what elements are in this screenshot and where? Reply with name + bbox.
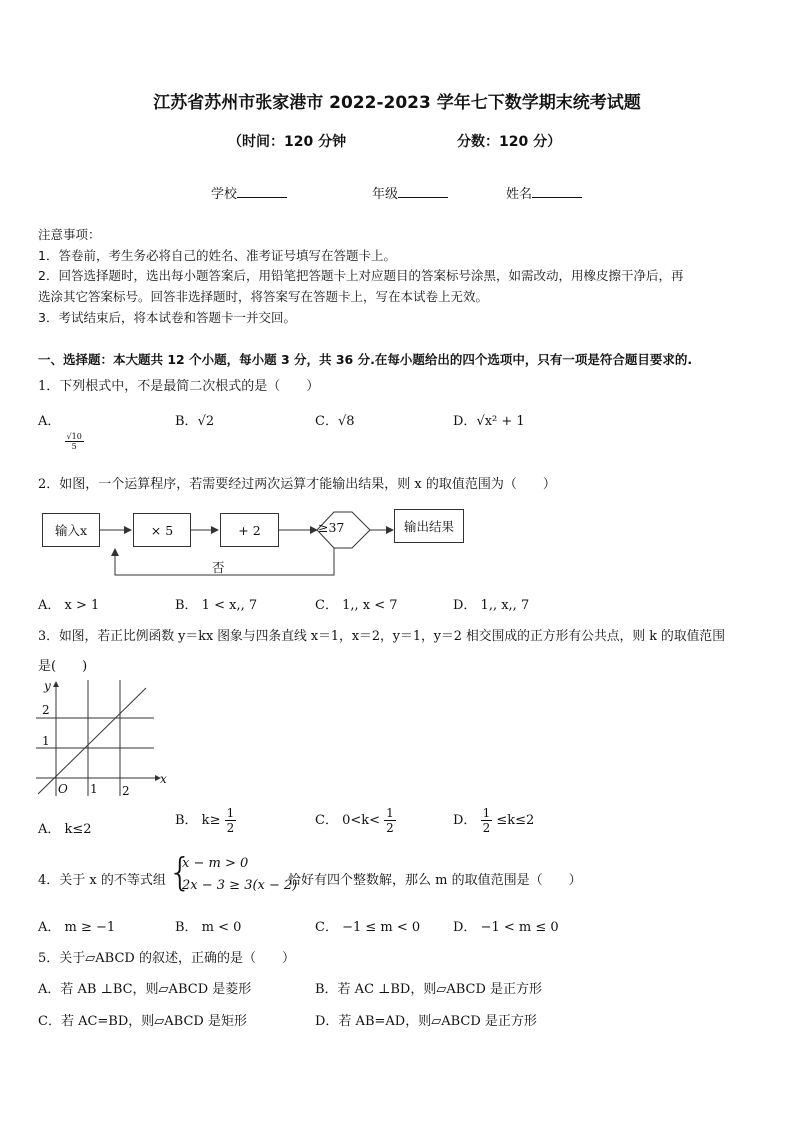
q3-option-d[interactable]: [453, 806, 534, 835]
section-heading: 一、选择题：本大题共 12 个小题，每小题 3 分，共 36 分.在每小题给出的四个选项中，只有一项是符合题目要求的.: [38, 352, 693, 367]
q1-b-label: B．: [175, 414, 198, 429]
q3-d-fraction: [481, 806, 493, 835]
page-title: 江苏省苏州市张家港市 2022-2023 学年七下数学期末统考试题: [153, 93, 641, 113]
q3-d-num: 1: [482, 806, 491, 820]
school-label: 学校: [211, 187, 238, 202]
q3-d-post: ≤k≤2: [496, 813, 535, 828]
q1-stem: 1．下列根式中，不是最简二次根式的是（ ）: [38, 379, 320, 394]
q4-brace: {: [168, 850, 193, 894]
q2-no-label: 否: [212, 560, 225, 575]
q3-x-label: x: [160, 772, 167, 786]
q1-option-b[interactable]: [175, 410, 214, 429]
school-field[interactable]: [211, 183, 287, 202]
q4-inequality-2: 2x − 3 ≥ 3(x − 2): [182, 878, 298, 893]
q1-d-value: √x² + 1: [476, 414, 525, 429]
q1-c-value: √8: [337, 414, 355, 429]
q3-d-label: D．: [453, 813, 481, 828]
q4-option-a[interactable]: A． m ≥ −1: [38, 920, 116, 935]
q3-b-fraction: [225, 806, 237, 835]
notice-item-1: 1．答卷前，考生务必将自己的姓名、准考证号填写在答题卡上。: [38, 248, 396, 263]
q5-option-b[interactable]: B．若 AC ⊥BD，则▱ABCD 是正方形: [315, 982, 543, 997]
q2-option-b[interactable]: B． 1 < x,, 7: [175, 598, 258, 613]
q1-d-label: D．: [453, 414, 477, 429]
q4-stem-post: 恰好有四个整数解，那么 m 的取值范围是（ ）: [288, 873, 582, 888]
q3-stem-cont: 是( ): [38, 659, 88, 674]
exam-time: （时间：120 分钟: [228, 134, 347, 150]
notice-item-3: 3．考试结束后，将本试卷和答题卡一并交回。: [38, 310, 296, 325]
grade-label: 年级: [372, 187, 399, 202]
q5-option-a[interactable]: A．若 AB ⊥BC，则▱ABCD 是菱形: [38, 982, 252, 997]
q2-option-a[interactable]: A． x > 1: [38, 598, 100, 613]
q3-stem: 3．如图，若正比例函数 y＝kx 图象与四条直线 x＝1，x＝2，y＝1，y＝2 相交围成的正方形有公共点，则 k 的取值范围: [38, 629, 726, 644]
q1-a-label: A．: [38, 414, 61, 429]
q5-option-c[interactable]: C．若 AC=BD，则▱ABCD 是矩形: [38, 1014, 247, 1029]
q4-stem-pre: 4．关于 x 的不等式组: [38, 873, 166, 888]
q3-b-den: 2: [226, 821, 235, 835]
q3-x2-label: 2: [122, 784, 130, 798]
notice-title: 注意事项：: [38, 227, 101, 242]
q3-origin-label: O: [58, 782, 68, 796]
q2-box-output: 输出结果: [394, 509, 464, 543]
name-field[interactable]: [506, 183, 582, 202]
grade-field[interactable]: [372, 183, 448, 202]
q3-c-num: 1: [386, 806, 394, 820]
q4-option-d[interactable]: D． −1 < m ≤ 0: [453, 920, 559, 935]
q3-x1-label: 1: [90, 782, 98, 796]
q3-y2-label: 2: [42, 703, 50, 717]
q1-a-den: 5: [71, 442, 77, 451]
name-label: 姓名: [506, 187, 533, 202]
q1-option-a[interactable]: [38, 410, 84, 451]
q1-a-num: √10: [66, 432, 82, 441]
q4-inequality-1: x − m > 0: [182, 856, 249, 871]
q3-option-b[interactable]: [175, 806, 236, 835]
q1-a-fraction: [65, 432, 84, 451]
q2-stem: 2．如图，一个运算程序，若需要经过两次运算才能输出结果，则 x 的取值范围为（ ）: [38, 477, 556, 492]
q2-option-d[interactable]: D． 1,, x,, 7: [453, 598, 530, 613]
q2-box-multiply: × 5: [133, 513, 191, 547]
q3-c-label: C． 0<k<: [315, 813, 381, 828]
q3-y-label: y: [44, 679, 51, 693]
q2-box-add: + 2: [220, 513, 279, 547]
q4-option-b[interactable]: B． m < 0: [175, 920, 242, 935]
q3-c-den: 2: [386, 821, 394, 835]
q3-graph: [36, 676, 176, 800]
q2-decision-label: ≥37: [318, 520, 345, 535]
notice-item-2-cont: 选涂其它答案标号。回答非选择题时，将答案写在答题卡上，写在本试卷上无效。: [38, 289, 489, 304]
q3-option-a[interactable]: A． k≤2: [38, 822, 92, 837]
q1-c-label: C．: [315, 414, 338, 429]
q3-b-label: B． k≥: [175, 813, 221, 828]
q2-box-input: 输入x: [42, 513, 100, 547]
q3-c-fraction: [384, 806, 396, 835]
q3-y1-label: 1: [42, 734, 50, 748]
q3-option-c[interactable]: [315, 806, 396, 835]
q1-option-d[interactable]: [453, 410, 525, 429]
exam-score: 分数：120 分）: [457, 134, 562, 150]
q3-b-num: 1: [226, 806, 235, 820]
notice-item-2: 2．回答选择题时，选出每小题答案后，用铅笔把答题卡上对应题目的答案标号涂黑，如需改动，用橡皮擦干净后，再: [38, 268, 684, 283]
q5-stem: 5．关于▱ABCD 的叙述，正确的是（ ）: [38, 951, 295, 966]
q3-d-den: 2: [482, 821, 491, 835]
q5-option-d[interactable]: D．若 AB=AD，则▱ABCD 是正方形: [315, 1014, 537, 1029]
q1-option-c[interactable]: [315, 410, 355, 429]
q1-b-value: √2: [197, 414, 215, 429]
q4-option-c[interactable]: C． −1 ≤ m < 0: [315, 920, 421, 935]
q2-option-c[interactable]: C． 1,, x < 7: [315, 598, 398, 613]
